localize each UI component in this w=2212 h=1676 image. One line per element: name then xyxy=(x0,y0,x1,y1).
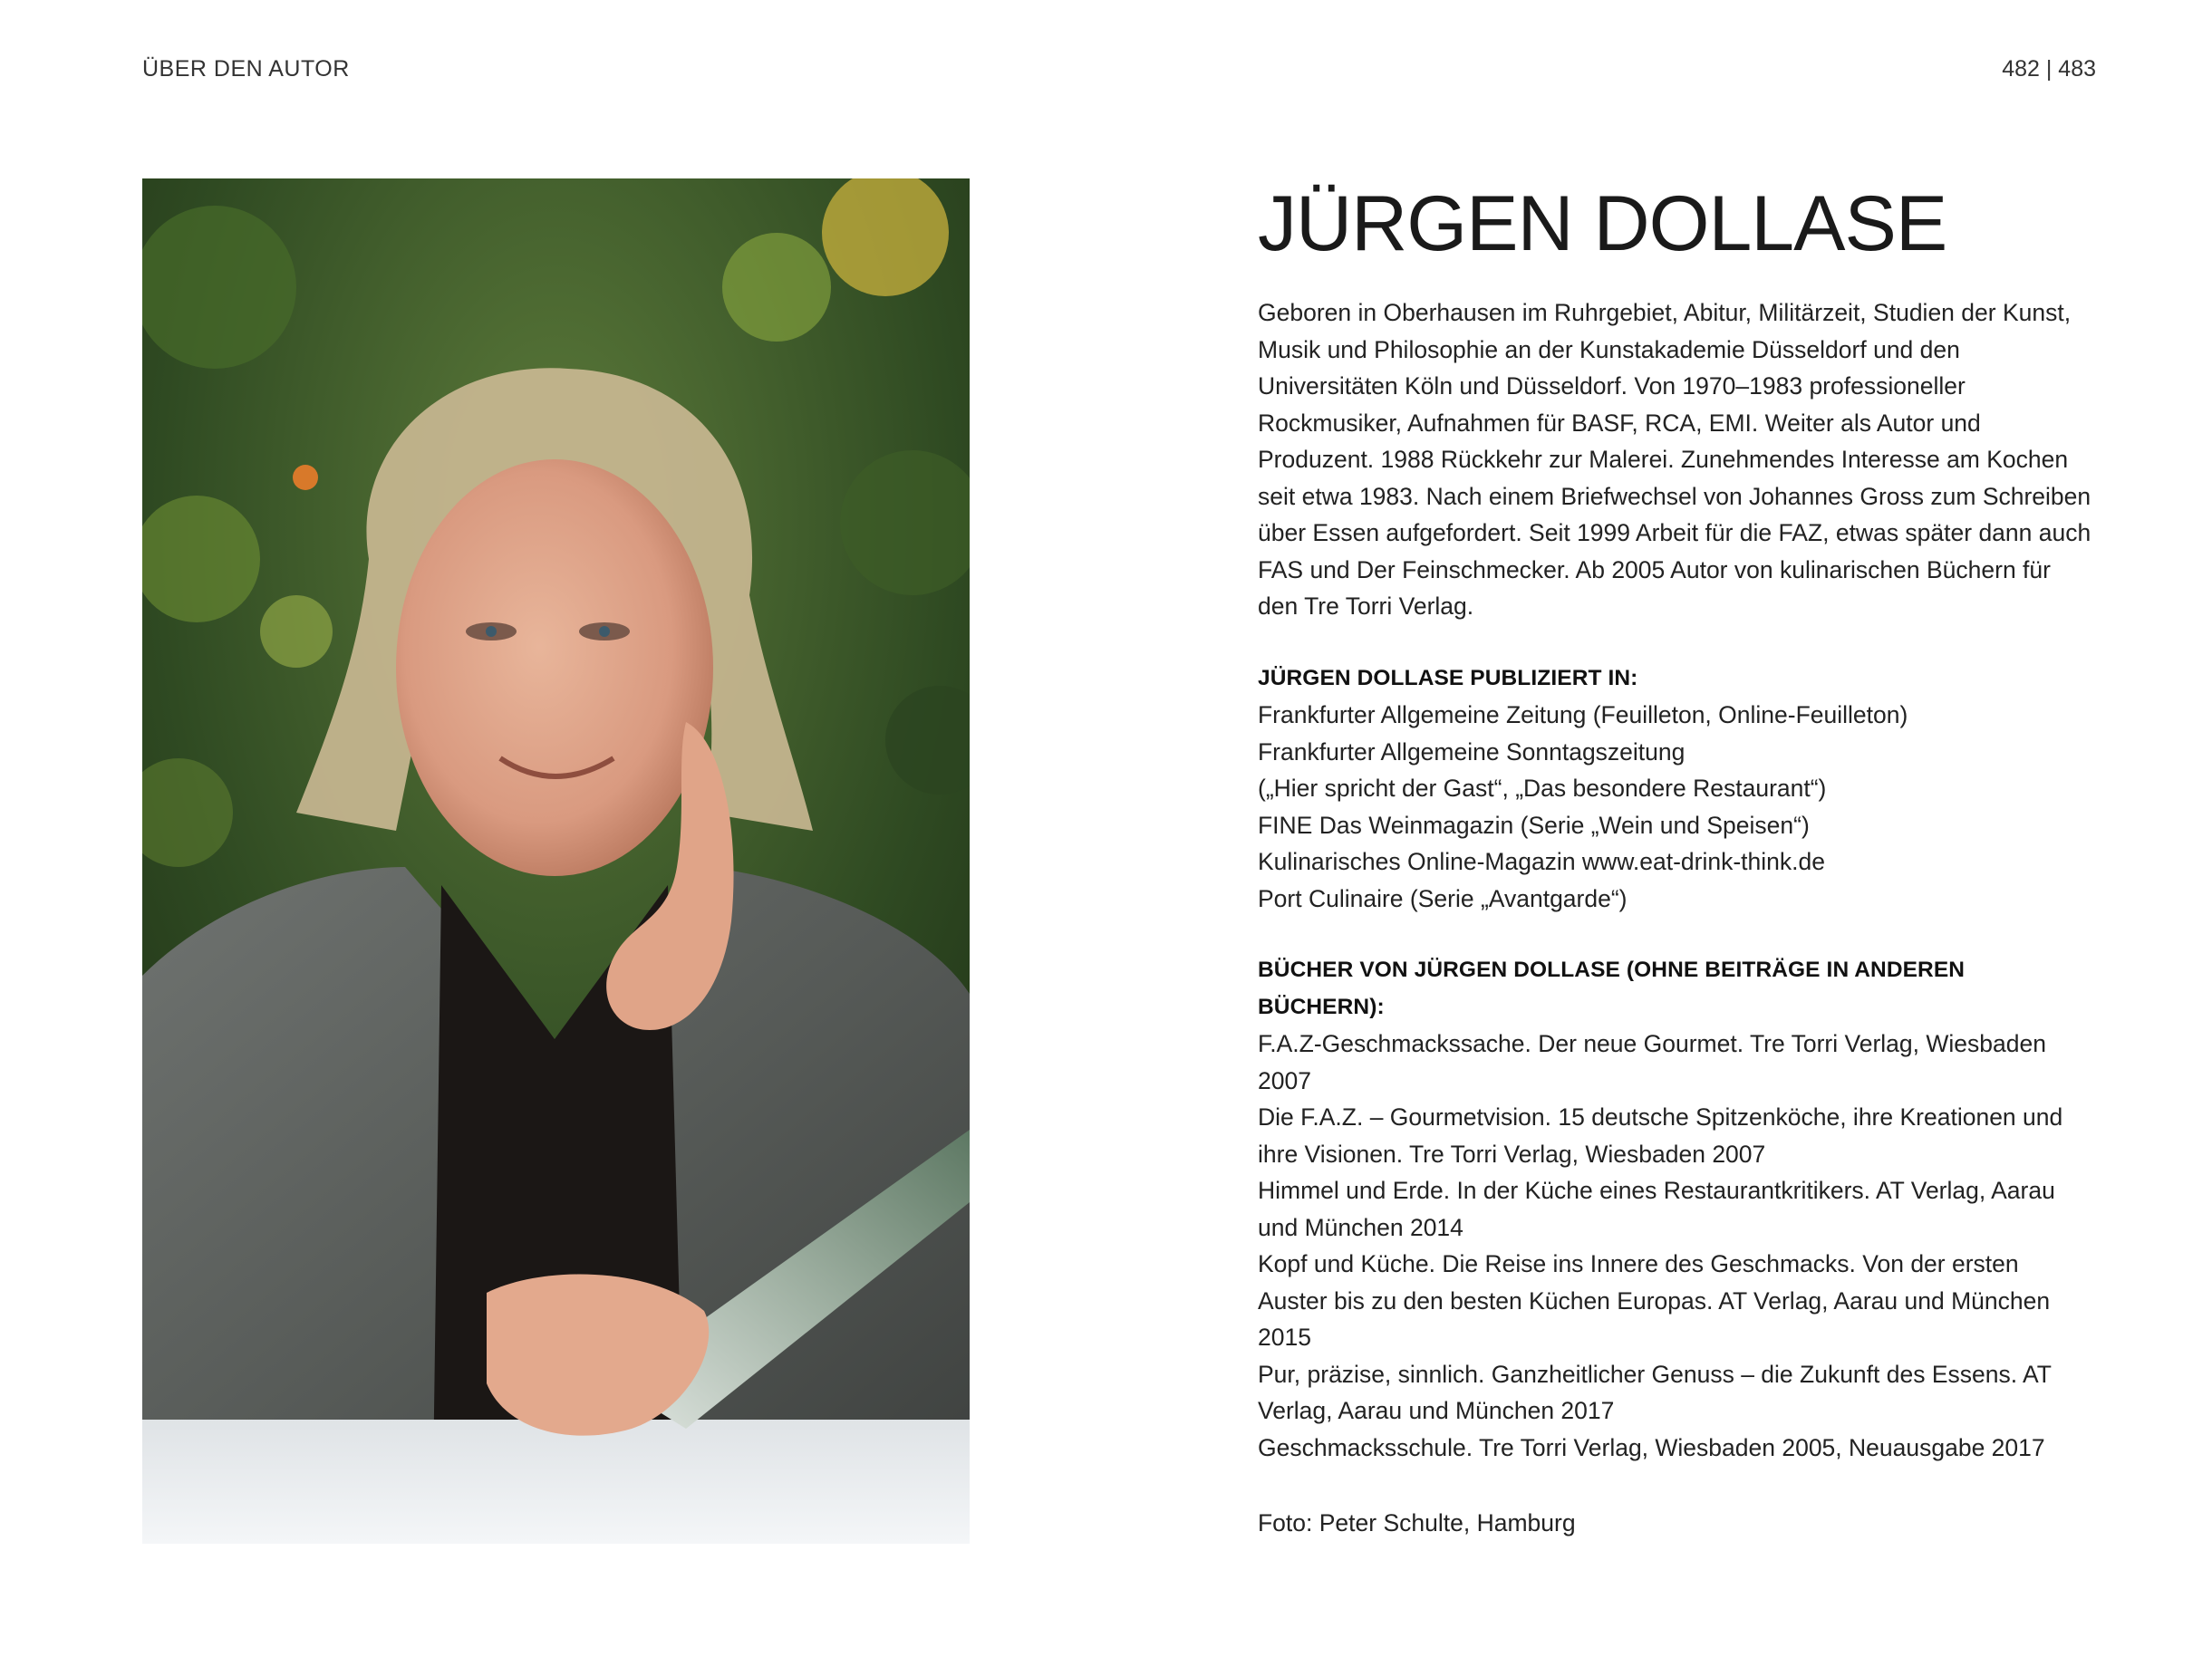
text-column xyxy=(1258,178,2091,1466)
author-name-heading: JÜRGEN DOLLASE xyxy=(1258,180,1947,267)
page-numbers: 482 | 483 xyxy=(2002,56,2096,82)
book-item: Himmel und Erde. In der Küche eines Restaurantkritikers. AT Verlag, Aarau und München 2014 xyxy=(1258,1177,2055,1241)
book-item: Kopf und Küche. Die Reise ins Innere des Geschmacks. Von der ersten Auster bis zu den besten Küchen Europas. AT Verlag, Aarau und München 2015 xyxy=(1258,1250,2051,1351)
books-list xyxy=(1258,1026,2091,1466)
book-item: Geschmacksschule. Tre Torri Verlag, Wiesbaden 2005, Neuausgabe 2017 xyxy=(1258,1433,2045,1461)
publication-item: Kulinarisches Online-Magazin www.eat-drink-think.de xyxy=(1258,848,1825,875)
running-head-section-title: ÜBER DEN AUTOR xyxy=(142,56,350,82)
book-item: Pur, präzise, sinnlich. Ganzheitlicher Genuss – die Zukunft des Essens. AT Verlag, Aarau und München 2017 xyxy=(1258,1360,2052,1424)
book-item: Die F.A.Z. – Gourmetvision. 15 deutsche Spitzenköche, ihre Kreationen und ihre Visionen. Tre Torri Verlag, Wiesbaden 2007 xyxy=(1258,1103,2063,1168)
publication-item: Port Culinaire (Serie „Avantgarde“) xyxy=(1258,884,1628,912)
publications-heading: JÜRGEN DOLLASE PUBLIZIERT IN: xyxy=(1258,665,1638,690)
publications-list xyxy=(1258,697,2091,917)
photo-credit: Foto: Peter Schulte, Hamburg xyxy=(1258,1509,1576,1536)
publication-item: („Hier spricht der Gast“, „Das besondere Restaurant“) xyxy=(1258,775,1827,802)
publication-item: FINE Das Weinmagazin (Serie „Wein und Speisen“) xyxy=(1258,811,1810,839)
books-heading: BÜCHER VON JÜRGEN DOLLASE (OHNE BEITRÄGE IN ANDEREN BÜCHERN): xyxy=(1258,958,1966,1019)
publication-item: Frankfurter Allgemeine Sonntagszeitung xyxy=(1258,737,1686,766)
author-portrait-photo xyxy=(142,178,970,1544)
book-item: F.A.Z-Geschmackssache. Der neue Gourmet. Tre Torri Verlag, Wiesbaden 2007 xyxy=(1258,1030,2046,1094)
author-biography: Geboren in Oberhausen im Ruhrgebiet, Abitur, Militärzeit, Studien der Kunst, Musik und Philosophie an der Kunstakademie Düsseldorf und den Universitäten Köln und Düsseldorf. Von 1970–1983 professioneller Rockmusiker, Aufnahmen für BASF, RCA, EMI. Weiter als Autor und Produzent. 1988 Rückkehr zur Malerei. Zunehmendes Interesse am Kochen seit etwa 1983. Nach einem Briefwechsel von Johannes Gross zum Schreiben über Essen aufgefordert. Seit 1999 Arbeit für die FAZ, etwas später dann auch FAS und Der Feinschmecker. Ab 2005 Autor von kulinarischen Büchern für den Tre Torri Verlag. xyxy=(1258,299,2091,620)
publication-item: Frankfurter Allgemeine Zeitung (Feuilleton, Online-Feuilleton) xyxy=(1258,701,1908,728)
